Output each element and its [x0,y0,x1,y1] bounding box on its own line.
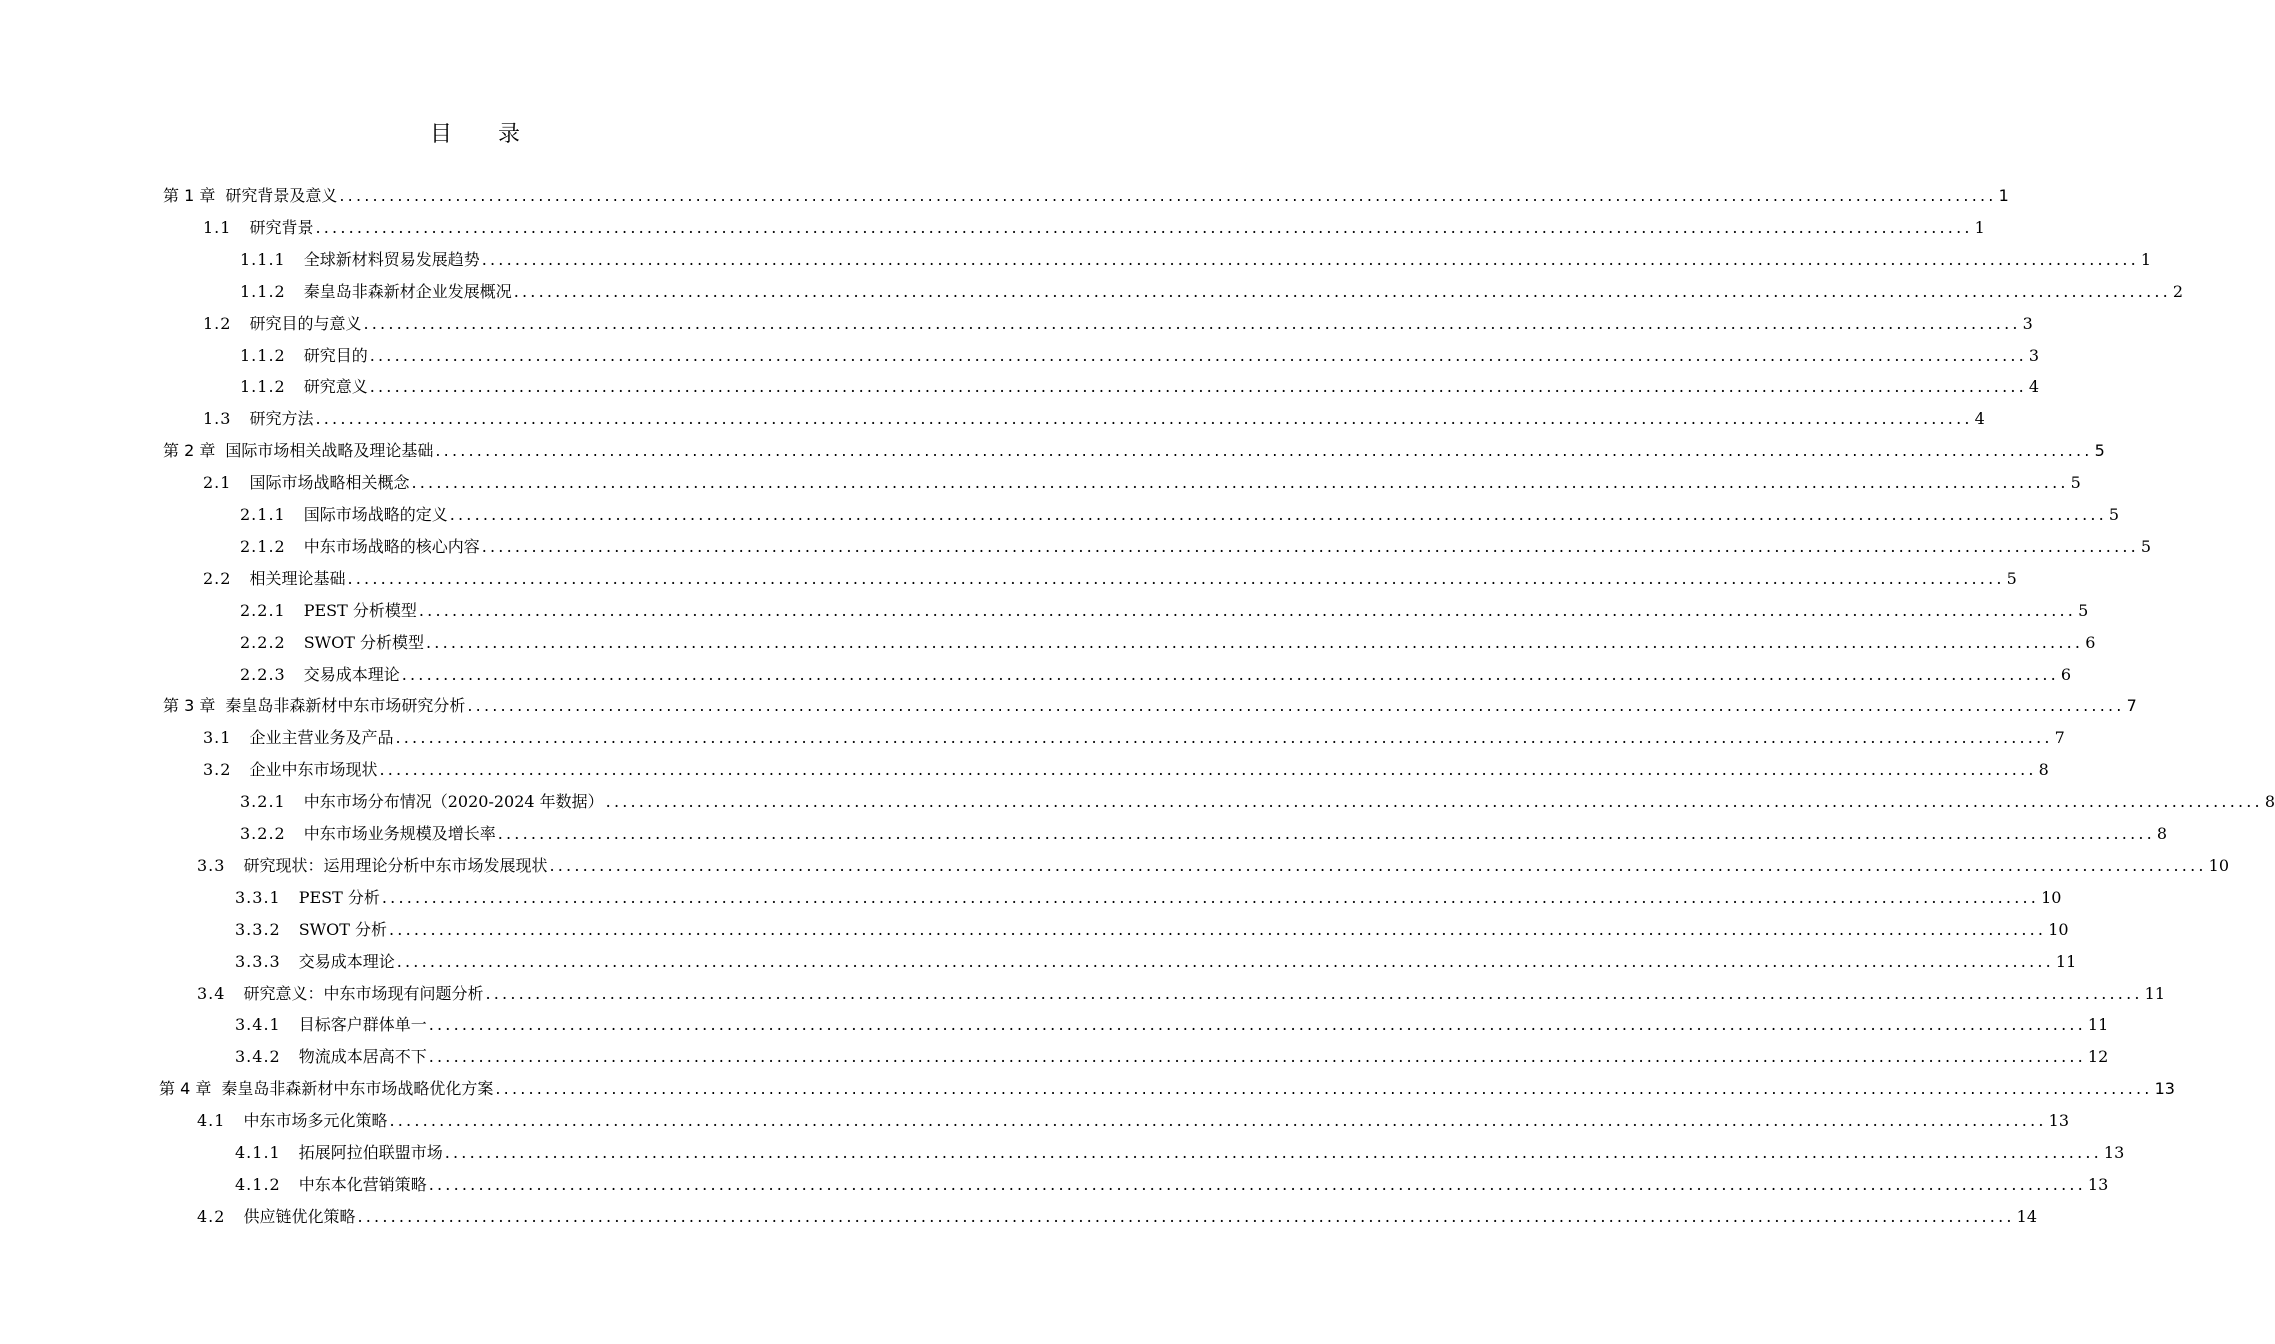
toc-entry[interactable] [163,690,2137,722]
toc-entry-title: 研究背景 [249,217,314,237]
toc-entry-title: PEST 分析 [298,887,380,907]
toc-entry[interactable] [240,786,2275,818]
toc-entry-page-number: 13 [2103,1143,2125,1162]
toc-entry[interactable] [240,531,2152,563]
toc-entry-title: 国际市场战略的定义 [303,505,448,524]
toc-entry-title: 中东市场战略的核心内容 [303,536,480,556]
toc-entry[interactable] [235,1009,2109,1041]
toc-dot-leader: ........................................................................................................................................................................................................ [418,600,2077,620]
toc-entry-title: 全球新材料贸易发展趋势 [303,249,480,269]
toc-entry[interactable] [197,850,2230,882]
toc-entry-number: 4.1 [197,1111,226,1131]
toc-entry-number: 4.2 [197,1206,226,1226]
toc-dot-leader: ........................................................................................................................................................................................................ [485,983,2143,1003]
toc-entry-title: 交易成本理论 [298,951,395,971]
toc-entry-page-number: 5 [2006,568,2017,588]
toc-entry-number: 第 2 章 [163,441,216,461]
toc-dot-leader: ........................................................................................................................................................................................................ [495,1079,2153,1099]
toc-entry[interactable] [240,818,2168,850]
toc-entry-number: 1.1.2 [240,377,286,397]
toc-dot-leader: ........................................................................................................................................................................................................ [428,1015,2086,1035]
toc-entry-page-number: 5 [2078,600,2089,620]
toc-dot-leader: ........................................................................................................................................................................................................ [549,855,2207,875]
toc-entry[interactable] [235,946,2077,978]
toc-entry-number: 3.3.3 [235,951,281,971]
toc-entry-page-number: 7 [2054,728,2065,748]
toc-entry-number: 3.4.1 [235,1015,281,1035]
toc-entry-page-number: 13 [2154,1079,2175,1099]
toc-dot-leader: ........................................................................................................................................................................................................ [426,632,2084,652]
toc-dot-leader: ........................................................................................................................................................................................................ [435,441,2093,461]
toc-entry-page-number: 4 [1974,409,1985,429]
toc-entry-number: 4.1.2 [235,1174,281,1194]
toc-entry-title: 相关理论基础 [249,568,346,588]
toc-entry-page-number: 8 [2264,792,2275,812]
toc-entry[interactable] [203,754,2049,786]
toc-entry-number: 2.2.1 [240,600,286,620]
toc-entry-page-number: 14 [2016,1206,2038,1226]
toc-entry-number: 第 4 章 [159,1079,212,1099]
toc-dot-leader: ........................................................................................................................................................................................................ [401,664,2059,684]
toc-entry-title: PEST 分析模型 [303,600,417,620]
toc-entry-page-number: 5 [2070,473,2081,493]
toc-entry-number: 4.1.1 [235,1143,281,1162]
toc-entry[interactable] [240,276,2184,308]
toc-entry-number: 1.1.2 [240,281,286,301]
toc-entry-number: 3.3.1 [235,887,281,907]
toc-entry-number: 1.1.1 [240,249,286,269]
toc-entry[interactable] [203,722,2065,754]
toc-entry-title: 国际市场相关战略及理论基础 [225,441,434,461]
toc-entry-number: 2.1.1 [240,505,286,524]
toc-entry-title: 交易成本理论 [303,664,400,684]
toc-entry-title: 研究目的 [303,345,368,365]
toc-entry[interactable] [159,1073,2175,1105]
toc-dot-leader: ........................................................................................................................................................................................................ [381,887,2040,907]
toc-entry-page-number: 2 [2172,281,2184,301]
toc-entry[interactable] [197,978,2166,1010]
toc-dot-leader: ........................................................................................................................................................................................................ [428,1174,2086,1194]
toc-entry-title: 研究意义 [303,377,368,397]
toc-entry-page-number: 6 [2060,664,2072,684]
toc-entry[interactable] [240,244,2152,276]
title-right-char: 录 [498,122,521,147]
toc-dot-leader: ........................................................................................................................................................................................................ [315,217,1973,237]
toc-entry-page-number: 1 [2140,249,2152,269]
toc-entry-number: 1.1 [203,217,232,237]
page-title [0,117,950,148]
toc-entry-number: 2.2.3 [240,664,286,684]
toc-entry-page-number: 11 [2144,983,2166,1003]
toc-dot-leader: ........................................................................................................................................................................................................ [481,249,2139,269]
toc-entry-title: 研究背景及意义 [225,186,338,205]
toc-entry-number: 3.2 [203,760,232,780]
toc-entry-page-number: 10 [2208,855,2230,875]
toc-entry-title: 企业中东市场现状 [249,760,378,780]
toc-entry-number: 2.1 [203,473,232,493]
toc-dot-leader: ........................................................................................................................................................................................................ [513,281,2171,301]
toc-entry-page-number: 11 [2087,1015,2109,1035]
toc-dot-leader: ........................................................................................................................................................................................................ [428,1047,2086,1067]
toc-entry-number: 3.2.1 [240,792,286,812]
toc-entry-number: 第 1 章 [163,186,216,205]
toc-entry[interactable] [203,308,2033,340]
toc-entry-title: 研究现状：运用理论分析中东市场发展现状 [243,855,548,875]
toc-entry-page-number: 10 [2048,919,2069,939]
toc-entry[interactable] [240,499,2120,531]
toc-entry-title: 国际市场战略相关概念 [249,473,410,493]
toc-entry-title: 企业主营业务及产品 [249,728,394,748]
toc-dot-leader: ........................................................................................................................................................................................................ [369,377,2027,397]
toc-entry[interactable] [235,1169,2109,1201]
toc-entry-title: 拓展阿拉伯联盟市场 [298,1143,443,1162]
toc-entry-number: 3.2.2 [240,824,286,843]
toc-entry-page-number: 13 [2048,1111,2070,1131]
toc-entry-title: 中东市场分布情况（2020-2024 年数据） [303,792,604,812]
toc-entry-number: 3.3.2 [235,919,281,939]
toc-entry-number: 2.1.2 [240,536,286,556]
toc-dot-leader: ........................................................................................................................................................................................................ [605,792,2263,812]
toc-entry-title: 秦皇岛非森新材企业发展概况 [303,281,512,301]
toc-entry[interactable] [240,371,2040,403]
toc-entry-title: 供应链优化策略 [243,1206,356,1226]
toc-entry-title: 中东本化营销策略 [298,1174,427,1194]
toc-entry-page-number: 10 [2041,887,2062,907]
toc-entry[interactable] [235,882,2062,914]
toc-entry-page-number: 8 [2038,760,2049,780]
toc-entry[interactable] [235,1137,2125,1169]
toc-entry-page-number: 4 [2028,377,2040,397]
toc-dot-leader: ........................................................................................................................................................................................................ [363,313,2021,333]
toc-entry[interactable] [203,212,1985,244]
toc-entry[interactable] [203,563,2017,595]
toc-entry-title: 中东市场多元化策略 [243,1111,388,1131]
title-left-char: 目 [429,122,452,147]
toc-entry-title: 研究意义：中东市场现有问题分析 [243,983,484,1003]
toc-entry[interactable] [163,180,2009,212]
toc-entry[interactable] [203,403,1985,435]
toc-entry-title: 秦皇岛非森新材中东市场战略优化方案 [221,1079,494,1099]
toc-entry-title: 研究方法 [249,409,314,429]
toc-entry[interactable] [240,340,2040,372]
toc-entry-number: 2.2 [203,568,232,588]
toc-dot-leader: ........................................................................................................................................................................................................ [357,1206,2015,1226]
toc-entry-page-number: 8 [2156,824,2168,843]
toc-entry-number: 1.1.2 [240,345,286,365]
toc-entry-title: 目标客户群体单一 [298,1015,427,1035]
toc-entry-page-number: 11 [2055,951,2077,971]
toc-dot-leader: ........................................................................................................................................................................................................ [339,186,1997,205]
toc-entry-title: 秦皇岛非森新材中东市场研究分析 [225,696,466,716]
toc-entry-number: 3.4.2 [235,1047,281,1067]
toc-dot-leader: ........................................................................................................................................................................................................ [467,696,2125,716]
toc-entry[interactable] [163,435,2105,467]
toc-dot-leader: ........................................................................................................................................................................................................ [497,824,2155,843]
toc-entry[interactable] [235,914,2069,946]
toc-entry-number: 3.4 [197,983,226,1003]
toc-entry-title: 研究目的与意义 [249,313,362,333]
toc-dot-leader: ........................................................................................................................................................................................................ [315,409,1973,429]
toc-entry-title: 物流成本居高不下 [298,1047,427,1067]
toc-entry-number: 3.1 [203,728,232,748]
toc-entry-page-number: 12 [2087,1047,2109,1067]
toc-entry-number: 2.2.2 [240,632,286,652]
toc-entry-page-number: 3 [2022,313,2033,333]
toc-entry[interactable] [197,1201,2038,1233]
toc-entry[interactable] [240,595,2089,627]
toc-entry[interactable] [203,467,2081,499]
toc-dot-leader: ........................................................................................................................................................................................................ [389,1111,2047,1131]
toc-dot-leader: ........................................................................................................................................................................................................ [449,505,2107,524]
toc-entry-page-number: 6 [2085,632,2096,652]
toc-entry[interactable] [235,1041,2109,1073]
toc-entry[interactable] [197,1105,2070,1137]
toc-dot-leader: ........................................................................................................................................................................................................ [369,345,2027,365]
toc-entry-number: 3.3 [197,855,226,875]
toc-entry-title: SWOT 分析 [298,919,388,939]
toc-entry[interactable] [240,659,2072,691]
toc-entry-page-number: 7 [2126,696,2137,716]
toc-entry-title: SWOT 分析模型 [303,632,425,652]
toc-dot-leader: ........................................................................................................................................................................................................ [347,568,2005,588]
toc-entry-page-number: 5 [2140,536,2152,556]
toc-entry-page-number: 13 [2087,1174,2109,1194]
toc-dot-leader: ........................................................................................................................................................................................................ [481,536,2139,556]
toc-entry-page-number: 1 [1974,217,1985,237]
toc-entry-page-number: 5 [2094,441,2105,461]
toc-entry-title: 中东市场业务规模及增长率 [303,824,496,843]
toc-dot-leader: ........................................................................................................................................................................................................ [389,919,2047,939]
toc-dot-leader: ........................................................................................................................................................................................................ [395,728,2053,748]
toc-entry-number: 1.3 [203,409,232,429]
toc-dot-leader: ........................................................................................................................................................................................................ [411,473,2069,493]
toc-entry-page-number: 3 [2028,345,2040,365]
toc-dot-leader: ........................................................................................................................................................................................................ [396,951,2054,971]
toc-entry[interactable] [240,627,2096,659]
toc-entry-page-number: 1 [1998,186,2009,205]
toc-entry-number: 1.2 [203,313,232,333]
toc-dot-leader: ........................................................................................................................................................................................................ [444,1143,2102,1162]
toc-dot-leader: ........................................................................................................................................................................................................ [379,760,2037,780]
toc-entry-page-number: 5 [2108,505,2120,524]
toc-entry-number: 第 3 章 [163,696,216,716]
